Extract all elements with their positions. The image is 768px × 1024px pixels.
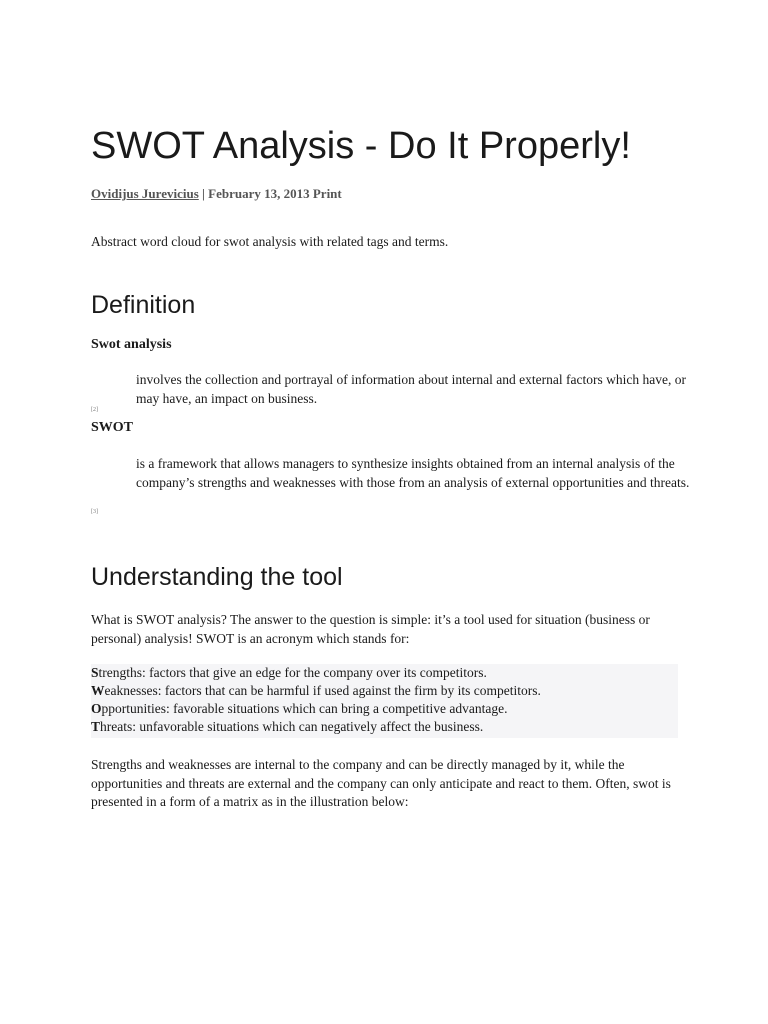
definition-heading: Definition (91, 291, 196, 319)
reference-link[interactable]: [2] (91, 407, 98, 413)
list-item: Strengths: factors that give an edge for the company over its competitors. (91, 665, 487, 680)
byline (91, 186, 342, 202)
author-link[interactable]: Ovidijus Jurevicius (91, 186, 199, 201)
print-link[interactable]: Print (309, 186, 342, 201)
intro-text: Abstract word cloud for swot analysis with related tags and terms. (91, 234, 449, 249)
publish-date: February 13, 2013 (208, 186, 310, 201)
closing-paragraph: Strengths and weaknesses are internal to the company and can be directly managed by it, while the opportunities and threats are external and the company can only anticipate and react to them. Often, swot is presented in a form of a matrix as in the illustration below: (91, 757, 671, 809)
list-item: Opportunities: favorable situations which can bring a competitive advantage. (91, 701, 508, 716)
list-item: Weaknesses: factors that can be harmful if used against the firm by its competitors. (91, 683, 541, 698)
lead-paragraph: What is SWOT analysis? The answer to the question is simple: it’s a tool used for situation (business or personal) analysis! SWOT is an acronym which stands for: (91, 612, 650, 646)
definition-description: involves the collection and portrayal of information about internal and external factors which have, or may have, an impact on business. (136, 372, 686, 406)
definition-term: SWOT (91, 420, 134, 435)
byline-separator: | (198, 186, 209, 201)
page-title: SWOT Analysis - Do It Properly! (91, 125, 631, 167)
understanding-heading: Understanding the tool (91, 563, 343, 591)
swot-list (91, 664, 678, 738)
definition-description: is a framework that allows managers to synthesize insights obtained from an internal analysis of the company’s strengths and weaknesses with those from an analysis of external opportunities and threats. (136, 456, 690, 490)
list-item: Threats: unfavorable situations which can negatively affect the business. (91, 719, 484, 734)
reference-link[interactable]: [3] (91, 509, 98, 515)
definition-term: Swot analysis (91, 337, 172, 352)
